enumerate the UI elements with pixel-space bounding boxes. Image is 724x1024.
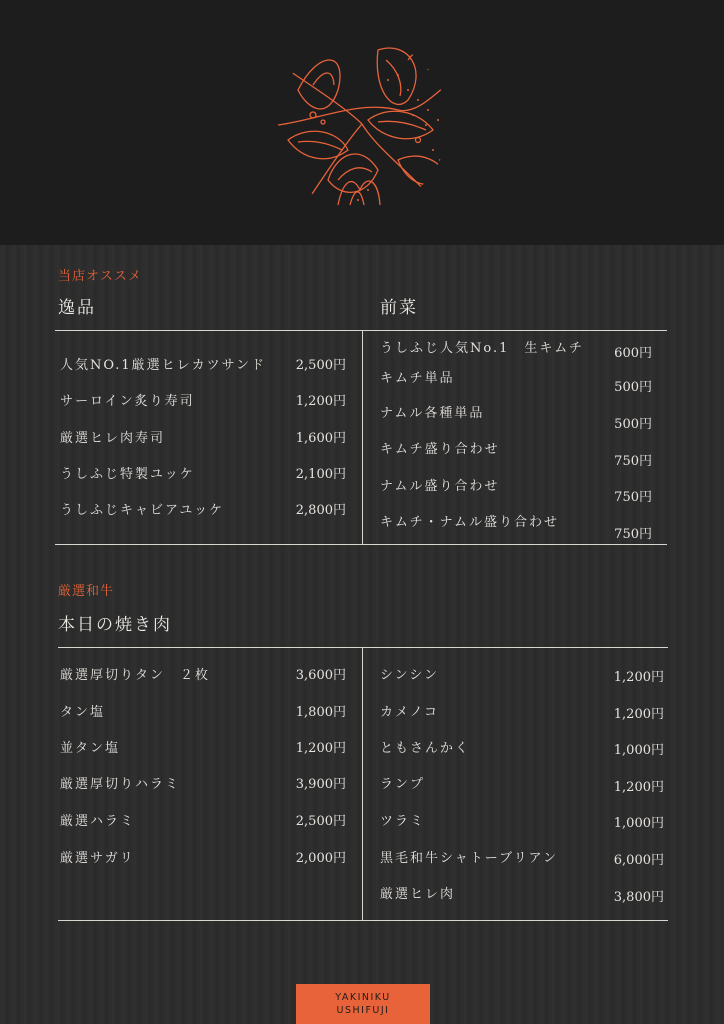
menu-item-name: ナムル各種単品 — [380, 406, 485, 421]
menu-item-name: ナムル盛り合わせ — [380, 479, 500, 494]
divider-top — [55, 330, 667, 331]
menu-item-price: 1,000円 — [613, 743, 664, 758]
brand-logo-box — [296, 984, 430, 1024]
menu-item-name: キムチ盛り合わせ — [380, 442, 500, 457]
section-title-appetizer: 前菜 — [380, 298, 418, 318]
menu-item-price: 1,200円 — [613, 670, 664, 685]
divider-bottom — [55, 544, 667, 545]
menu-item-name: タン塩 — [60, 705, 106, 720]
menu-item-name: 並タン塩 — [60, 741, 121, 756]
menu-item-name: 黒毛和牛シャトーブリアン — [380, 851, 559, 866]
section-title-specialty: 逸品 — [58, 298, 96, 318]
menu-item-name: 厳選厚切りタン ２枚 — [60, 668, 211, 683]
brand-line-1: YAKINIKU — [335, 992, 391, 1003]
divider-vertical — [362, 330, 363, 544]
floral-circle-icon — [268, 30, 456, 218]
wagyu-label: 厳選和牛 — [58, 584, 115, 599]
menu-item-name: 厳選ヒレ肉寿司 — [60, 431, 166, 446]
menu-item-name: キムチ・ナムル盛り合わせ — [380, 515, 559, 530]
menu-item-price: 500円 — [614, 417, 652, 432]
menu-item-price: 3,800円 — [613, 890, 664, 905]
menu-item-price: 750円 — [614, 490, 652, 505]
menu-item-price: 1,200円 — [295, 394, 346, 409]
menu-item-name: ツラミ — [380, 814, 426, 829]
menu-item-price: 2,500円 — [295, 358, 346, 373]
menu-item-name: うしふじ特製ユッケ — [60, 467, 195, 482]
menu-item-price: 1,200円 — [613, 707, 664, 722]
menu-item-name: シンシン — [380, 668, 440, 683]
menu-item-name: キムチ単品 — [380, 371, 455, 386]
menu-item-name: 厳選ハラミ — [60, 814, 136, 829]
menu-item-price: 3,600円 — [295, 668, 346, 683]
menu-item-name: 厳選サガリ — [60, 851, 135, 866]
menu-item-price: 2,100円 — [295, 467, 346, 482]
menu-item-name: 厳選ヒレ肉 — [380, 887, 456, 902]
menu-item-price: 1,000円 — [613, 816, 664, 831]
menu-item-name: サーロイン炙り寿司 — [60, 394, 195, 409]
menu-item-price: 2,500円 — [295, 814, 346, 829]
menu-item-price: 600円 — [614, 346, 652, 361]
section-title-grill: 本日の焼き肉 — [58, 615, 172, 635]
menu-item-price: 1,800円 — [295, 705, 346, 720]
menu-item-price: 6,000円 — [613, 853, 664, 868]
divider-top-2 — [58, 647, 668, 648]
menu-item-price: 2,000円 — [295, 851, 346, 866]
menu-item-price: 1,200円 — [613, 780, 664, 795]
menu-item-price: 750円 — [614, 527, 652, 542]
menu-item-name: 人気NO.1厳選ヒレカツサンド — [60, 358, 267, 373]
recommend-label: 当店オススメ — [58, 269, 142, 284]
divider-vertical-2 — [362, 647, 363, 920]
menu-item-price: 2,800円 — [295, 503, 346, 518]
menu-item-name: うしふじ人気No.1 生キムチ — [380, 341, 584, 356]
menu-item-name: ともさんかく — [380, 741, 471, 756]
menu-item-price: 1,200円 — [295, 741, 346, 756]
menu-item-price: 3,900円 — [295, 777, 346, 792]
menu-item-price: 1,600円 — [295, 431, 346, 446]
menu-item-name: ランプ — [380, 777, 426, 792]
menu-item-name: 厳選厚切りハラミ — [60, 777, 181, 792]
menu-item-price: 750円 — [614, 454, 652, 469]
menu-item-name: うしふじキャビアユッケ — [60, 503, 225, 518]
divider-bottom-2 — [58, 920, 668, 921]
brand-line-2: USHIFUJI — [336, 1005, 390, 1016]
menu-item-name: カメノコ — [380, 705, 439, 720]
menu-item-price: 500円 — [614, 380, 652, 395]
